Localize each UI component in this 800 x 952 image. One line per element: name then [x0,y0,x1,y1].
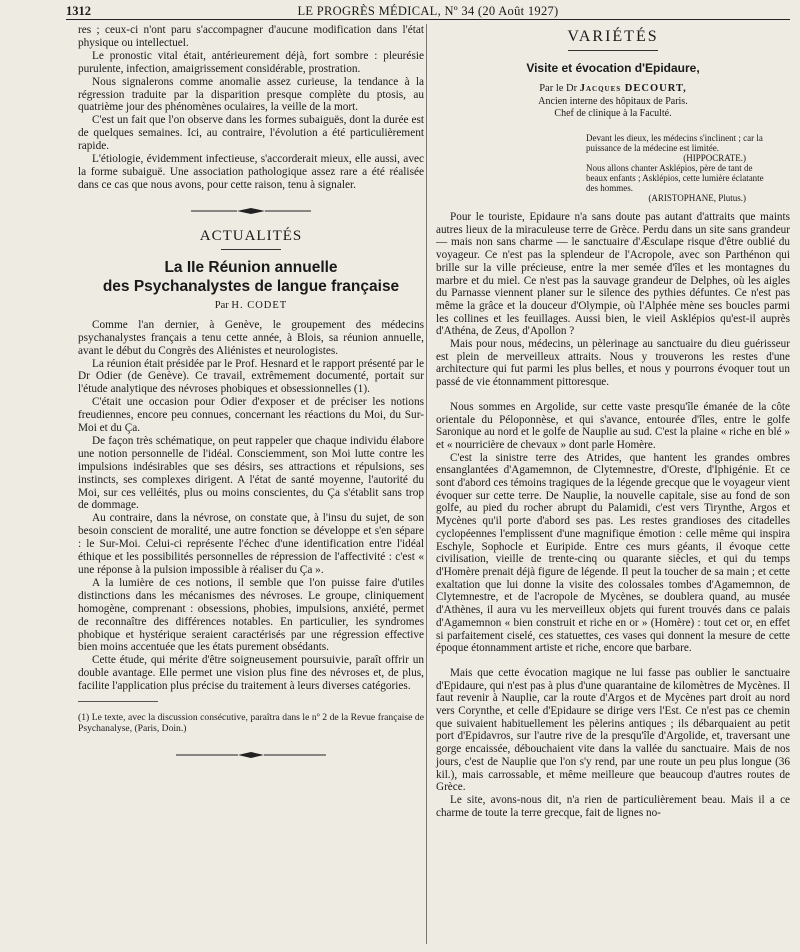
paragraph: C'était une occasion pour Odier d'exposer et de préciser les notions freudiennes, encore peu connues, concernant les réactions du Moi, du Sur-Moi et du Ça. [78,396,424,435]
paragraph: Le pronostic vital était, antérieurement déjà, fort sombre : pleurésie purulente, infection, amaigrissement considérable, prostration. [78,49,424,75]
paragraph: C'est un fait que l'on observe dans les formes subaiguës, dont la durée est de quelques semaines. Ici, au contraire, l'évolution a été particulièrement rapide. [78,114,424,153]
paragraph: A la lumière de ces notions, il semble que l'on puisse faire d'utiles distinctions dans les mécanismes des névroses. Le groupe, cliniquement homogène, comprenant : obsessions, phobies, impulsions, anxiété, permet de reconnaître des différences notables. En particulier, les syndromes phobique et hystérique seraient caractérisés par une régression effective bien moins accentuée que les états purement obsédants. [78,576,424,654]
header-rule [66,19,790,20]
footnote-rule [78,701,158,702]
section-title: ACTUALITÉS [199,227,303,244]
author-title: Chef de clinique à la Faculté. [554,107,672,119]
article-body [436,211,790,819]
article-title [78,258,424,296]
article-body [78,319,424,693]
author-name: Jacques DECOURT, [579,83,687,94]
paragraph: L'étiologie, évidemment infectieuse, s'accorderait mieux, elle aussi, avec la forme subaiguë. Une association pathologique assez rare a été réalisée dans ce cas que nous avons, pour cette raison, tenu à signaler. [78,153,424,191]
column-divider [426,24,427,944]
paragraph: La réunion était présidée par le Prof. Hesnard et le rapport présenté par le Dr Odier (de Genève). Ce travail, extrêmement documenté, portait sur l'étude analytique des névroses phobiques et obsessionnelles (1). [78,357,424,396]
byline-prefix: Par le Dr [539,83,578,94]
paragraph-gap [436,655,790,667]
page-number: 1312 [66,4,91,18]
author-title: Ancien interne des hôpitaux de Paris. [538,96,688,107]
epigraph-quote: Nous allons chanter Asklépios, père de tant de beaux enfants ; Asklépios, cette lumière éclatante des hommes. [586,163,764,193]
article-title-line: La IIe Réunion annuelle [164,258,338,276]
paragraph: res ; ceux-ci n'ont paru s'accompagner d'aucune modification dans l'état physique ou intellectuel. [78,24,424,49]
byline [436,83,790,94]
paragraph: Pour le touriste, Epidaure n'a sans doute pas autant d'attraits que maints autres lieux de la miraculeuse terre de Grèce. Perdu dans un site sans grandeur — mais non sans charme — le sanctuaire d'Æsculape risque d'être oublié du voyageur. Ce n'est pas la splendeur de l'Acropole, avec son Parthénon qui brille sur la ville précieuse, entre la mer semée d'îles et les montagnes du marbre et du miel. Ce n'est pas la sauvage grandeur de Delphes, où les aigles du Parnasse viennent planer sur le silence des pythies défuntes. Ce n'est pas même la grâce et la douceur d'Olympie, où l'Alphée mène ses boucles parmi les collines et les feuillages. Aussi bien, le vieil Asklépios qu'est-il auprès d'Athéna, de Zeus, d'Apollon ? [436,211,790,338]
section-title: VARIÉTÉS [567,28,659,45]
byline [78,300,424,311]
author-name: H. CODET [231,299,288,311]
article-title: Visite et évocation d'Epidaure, [526,61,700,75]
paragraph: Mais que cette évocation magique ne lui fasse pas oublier le sanctuaire d'Epidaure, qui n'est pas à plus d'une quarantaine de kilomètres de Mycènes. Il faut revenir à Nauplie, car la route d'Argos et de Mycènes part droit au nord vers Corynthe, et celle d'Epidaure se dirige vers l'Est. Ce n'est pas ce chemin que suivaient habituellement les pèlerins antiques ; ils débarquaient au petit port d'Epidavros, sur l'autre rive de la presqu'île d'Argolide, et, traversant une gorge encaissée, débouchaient vite dans la vallée du sanctuaire. Mais de nos jours, c'est de Nauplie que l'on s'y rend, par une route un peu plus longue (36 kil.), mais carrossable, et même meilleure que beaucoup d'autres routes de Grèce. [436,666,790,794]
epigraph [586,133,766,203]
epigraph-attribution: (HIPPOCRATE.) [683,153,746,163]
paragraph: Nous signalerons comme anomalie assez curieuse, la tendance à la régression traduite par la disparition presque complète du ptosis, au quatrième jour des phénomènes oculaires, la veille de la mort. [78,75,424,114]
paragraph: Comme l'an dernier, à Genève, le groupement des médecins psychanalystes français a tenu cette année, à Blois, sa réunion annuelle, avant le début du Congrès des Aliénistes et neurologistes. [78,318,424,357]
right-column [436,24,790,819]
paragraph-gap [436,389,790,401]
epigraph-attribution: (ARISTOPHANE, Plutus.) [648,193,746,203]
epigraph-quote: Devant les dieux, les médecins s'inclinent ; car la puissance de la médecine est limitée. [586,133,763,153]
ornament-divider [78,202,424,214]
byline-prefix: Par [214,299,229,311]
footnote: (1) Le texte, avec la discussion consécutive, paraîtra dans le nº 2 de la Revue française de Psychanalyse, (Paris, Doin.) [78,712,424,735]
paragraph: Mais pour nous, médecins, un pèlerinage au sanctuaire du dieu guérisseur est plein de merveilleux attraits. Nous y trouverons les restes d'une architecture qui fut parmi les plus belles, et nous y pourrons évoquer tout un passé de vie étonnamment pittoresque. [436,338,790,389]
paragraph: De façon très schématique, on peut rappeler que chaque individu élabore une notion personnelle de l'idéal. Consciemment, son Moi lutte contre les impulsions indésirables que ses désirs, ses attractions et répulsions, ses instincts, ses complexes dirigent. A l'état de santé moyenne, l'autorité du Moi, sur ces velléités, plus ou moins conscientes, du Ça s'établit sans trop de dommage. [78,434,424,512]
paragraph: Au contraire, dans la névrose, on constate que, à l'insu du sujet, de son besoin conscient de moralité, une autre fonction se développe et s'en sépare : le Sur-Moi. Celui-ci représente l'échec d'une identification entre l'idéal éthique et les possibilités personnelles de répression de l'affectivité : c'est « une réponse à la pulsion impossible à réaliser du Ça ». [78,512,424,576]
paragraph: Le site, avons-nous dit, n'a rien de particulièrement beau. Mais il a ce charme de toute la terre grecque, fait de lignes no- [436,793,790,819]
paragraph: C'est la sinistre terre des Atrides, que hantent les grandes ombres ensanglantées d'Agamemnon, de Clytemnestre, d'Oreste, d'Iphigénie. Et ce sont d'abord ces témoins tragiques de la légende grecque que le voyageur vient évoquer sur cette terre. De Nauplie, la nouvelle capitale, sise au fond de son golfe, au pied du rocher abrupt du Palamidi, c'est vers Tirynthe, Argos et Mycènes qu'il porte d'abord ses pas. Les restes grandioses des citadelles cyclopéennes l'emplissent d'une magnifique émotion : celle même qui inspira Eschyle, Sophocle et Euripide. Entre ces murs géants, il évoque cette civilisation, vieille de trente-cinq ou quarante siècles, et qui du temps d'Homère prenait déjà figure de légende. Il peut la toucher de sa main ; et cette exaltation que lui donne la visite des colossales tombes d'Agamemnon, de Clytemnestre, et de l'acropole de Mycènes, se doublera quand, au musée d'Athènes, il aura vu les merveilleux objets qui furent trouvés dans ce palais d'Agamemnon « bien construit et riche en or » (Homère) : tout cet or, en effet si parfaitement ciselé, ces statuettes, ces vases qui donnent la mesure de cette époque étonnamment artiste et riche, encore que barbare. [436,451,790,655]
page-header [66,4,790,20]
running-title: LE PROGRÈS MÉDICAL, Nº 34 (20 Août 1927) [297,4,559,18]
ornament-divider [78,746,424,758]
left-column [78,24,424,764]
section-rule [221,249,281,250]
paragraph: Nous sommes en Argolide, sur cette vaste presqu'île émanée de la côte orientale du Péloponnèse, et qui s'avance, entourée d'îles, entre le golfe Saronique au nord et le golfe de Nauplie au sud. C'est la plaine « riche en blé » et « nourricière de chevaux » dont parle Homère. [436,400,790,451]
paragraph: Cette étude, qui mérite d'être soigneusement poursuivie, paraît offrir un double avantage. Elle permet une vision plus fine des névroses et, de plus, facilite l'application plus précise du traitement à leurs diverses catégories. [78,654,424,693]
continued-article [78,24,424,192]
section-rule [568,50,658,51]
article-title-line: des Psychanalystes de langue française [102,277,400,295]
